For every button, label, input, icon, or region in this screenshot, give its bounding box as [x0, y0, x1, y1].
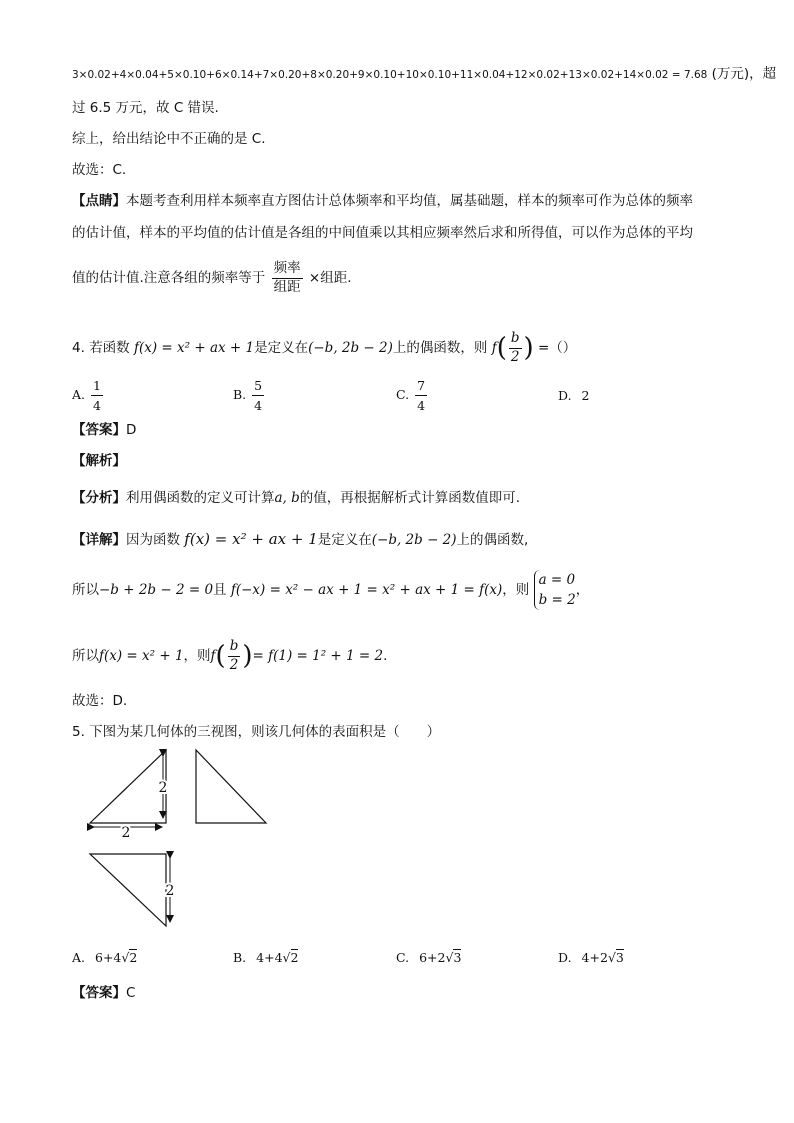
q4-step3-end: .	[383, 648, 388, 664]
q5-answer-value: C	[126, 985, 136, 1001]
q4-option-a-den: 4	[93, 398, 101, 413]
fraction-numerator: 频率	[272, 262, 303, 279]
q4-xiangjie-a: 因为函数	[126, 532, 180, 548]
q4-option-b-fraction	[252, 378, 264, 413]
q4-option-b-num: 5	[252, 378, 264, 396]
dianjing-line3-b: ×组距.	[308, 270, 352, 286]
q4-stem: 4. 若函数 f(x) = x² + ax + 1是定义在(−b, 2b − 2)上的偶函数，则 f( $\frac{b}{2}$ ) =（）	[72, 330, 577, 365]
prev-formula: 3×0.02+4×0.04+5×0.10+6×0.14+7×0.20+8×0.20+9×0.10+10×0.10+11×0.04+12×0.02+13×0.02+14×0.02 = 7.68	[72, 69, 708, 81]
q4-step3-num: b	[228, 640, 241, 657]
q4-choose: 故选：D.	[72, 693, 128, 709]
q5-number: 5.	[72, 724, 85, 740]
q5-option-a-letter: A.	[72, 950, 86, 965]
q4-step3-tail: = f(1) = 1² + 1 = 2	[252, 648, 384, 664]
q4-option-a-num: 1	[91, 378, 103, 396]
q4-solution-system	[534, 570, 576, 610]
q4-answer-value: D	[126, 422, 137, 438]
sqrt-icon: √	[121, 950, 130, 965]
top-height-label: 2	[165, 883, 175, 899]
q4-option-b-den: 4	[254, 398, 263, 413]
q4-option-b	[233, 378, 266, 413]
q4-xiangjie-b: 是定义在	[317, 532, 372, 548]
q4-answer-tag: 【答案】	[72, 422, 126, 438]
q4-fenxi-tag: 【分析】	[72, 490, 126, 506]
q4-option-a	[72, 378, 105, 413]
q4-fenxi-b: 的值，再根据解析式计算函数值即可.	[299, 490, 521, 506]
q4-option-d	[558, 388, 590, 403]
q4-fenxi	[72, 492, 520, 506]
q5-answer-tag: 【答案】	[72, 985, 126, 1001]
q4-ask-tail: =（）	[537, 340, 577, 356]
sqrt-icon: √	[282, 950, 291, 965]
q5-stem	[72, 726, 440, 740]
q4-step3-fraction	[228, 640, 241, 672]
q4-function: f(x) = x² + ax + 1	[133, 340, 255, 356]
q4-step3-b: ，则	[183, 648, 211, 664]
q4-option-c-den: 4	[417, 398, 426, 413]
q4-xiangjie-interval: (−b, 2b − 2)	[371, 532, 457, 548]
dianjing-line2: 的估计值，样本的平均值的估计值是各组的中间值乘以其相应频率然后求和所得值，可以作为总体的平均	[72, 225, 693, 241]
q4-option-c	[396, 378, 429, 413]
q5-answer	[72, 987, 135, 1001]
q4-step2	[72, 570, 589, 610]
dianjing-line1	[72, 195, 693, 209]
q4-option-d-value: 2	[581, 388, 590, 403]
prev-formula-line	[72, 68, 776, 82]
q4-step2-end: ，	[575, 582, 590, 598]
side-view-triangle	[196, 750, 266, 823]
dianjing-line3-a: 值的估计值.注意各组的频率等于	[72, 270, 266, 286]
q4-ask-fraction	[509, 332, 522, 364]
q4-step2-eq1: −b + 2b − 2 = 0	[99, 582, 214, 598]
freq-over-width-fraction	[272, 262, 303, 294]
q4-stem-b: 是定义在	[254, 340, 309, 356]
q4-fenxi-ab: a, b	[274, 490, 300, 506]
q4-fenxi-a: 利用偶函数的定义可计算	[126, 490, 275, 506]
q4-stem-c: 上的偶函数，则	[392, 340, 488, 356]
q4-xiangjie-function: f(x) = x² + ax + 1	[184, 530, 318, 548]
q5-option-d-radicand: 3	[615, 950, 624, 965]
q4-xiangjie	[72, 532, 528, 548]
q5-option-b-radicand: 2	[290, 950, 299, 965]
q5-option-b-letter: B.	[233, 950, 247, 965]
prev-choose: 故选：C.	[72, 162, 127, 178]
dianjing-line3	[72, 262, 352, 294]
q5-option-b	[233, 950, 298, 965]
q4-step3: 所以f(x) = x² + 1，则f( $\frac{b}{2}$ )= f(1) = 1² + 1 = 2.	[72, 638, 388, 673]
q4-sys-a: a = 0	[538, 572, 576, 588]
q4-option-c-num: 7	[415, 378, 427, 396]
q5-option-a-radicand: 2	[129, 950, 138, 965]
front-width-label: 2	[121, 825, 131, 841]
q5-option-d-letter: D.	[558, 950, 572, 965]
prev-line2: 过 6.5 万元，故 C 错误.	[72, 100, 219, 116]
front-height-label: 2	[158, 780, 168, 796]
q4-xiangjie-c: 上的偶函数,	[456, 532, 529, 548]
q5-option-c	[396, 950, 461, 965]
q4-interval: (−b, 2b − 2)	[308, 340, 393, 356]
q4-sys-b: b = 2	[538, 592, 576, 608]
q5-option-c-pre: 6+2	[419, 950, 446, 965]
top-view-triangle	[90, 854, 166, 926]
q4-number: 4.	[72, 340, 85, 356]
sqrt-icon: √	[445, 950, 454, 965]
q4-option-a-letter: A.	[72, 387, 86, 402]
q5-option-a	[72, 950, 137, 965]
q4-step2-a: 所以	[72, 582, 99, 598]
q4-step2-c: ，则	[502, 582, 530, 598]
q5-stem-text: 下图为某几何体的三视图，则该几何体的表面积是（ ）	[89, 724, 441, 740]
q4-ask-num: b	[509, 332, 522, 349]
prev-unit-tail: (万元)，超	[711, 66, 777, 82]
q4-step3-fx: f(x) = x² + 1	[99, 648, 184, 664]
q4-answer	[72, 424, 136, 438]
q5-option-c-radicand: 3	[453, 950, 462, 965]
q4-step2-eq2: f(−x) = x² − ax + 1 = x² + ax + 1 = f(x)	[230, 582, 503, 598]
dianjing-text: 本题考查利用样本频率直方图估计总体频率和平均值，属基础题，样本的频率可作为总体的频率	[126, 193, 693, 209]
q5-option-b-pre: 4+4	[256, 950, 283, 965]
q4-step3-den: 2	[229, 656, 239, 673]
three-view-figure	[86, 746, 286, 936]
q4-ask-f: f	[491, 340, 497, 356]
fraction-denominator: 组距	[273, 278, 301, 295]
q4-option-d-letter: D.	[558, 388, 572, 403]
q5-option-d	[558, 950, 624, 965]
q4-jiexi-tag: 【解析】	[72, 453, 126, 469]
q4-xiangjie-tag: 【详解】	[72, 532, 126, 548]
q4-step3-f: f	[210, 648, 216, 664]
q4-step3-a: 所以	[72, 648, 99, 664]
front-view-triangle	[90, 750, 166, 823]
dianjing-tag: 【点睛】	[72, 193, 126, 209]
q4-option-b-letter: B.	[233, 387, 247, 402]
q4-step2-b: 且	[213, 582, 227, 598]
q5-option-d-pre: 4+2	[581, 950, 608, 965]
q4-option-c-letter: C.	[396, 387, 410, 402]
q5-option-c-letter: C.	[396, 950, 410, 965]
q4-option-a-fraction	[91, 378, 103, 413]
q5-option-a-pre: 6+4	[95, 950, 122, 965]
q4-stem-a: 若函数	[89, 340, 130, 356]
sqrt-icon: √	[607, 950, 616, 965]
q4-ask-den: 2	[510, 348, 520, 365]
prev-summary: 综上，给出结论中不正确的是 C.	[72, 131, 266, 147]
q4-option-c-fraction	[415, 378, 427, 413]
